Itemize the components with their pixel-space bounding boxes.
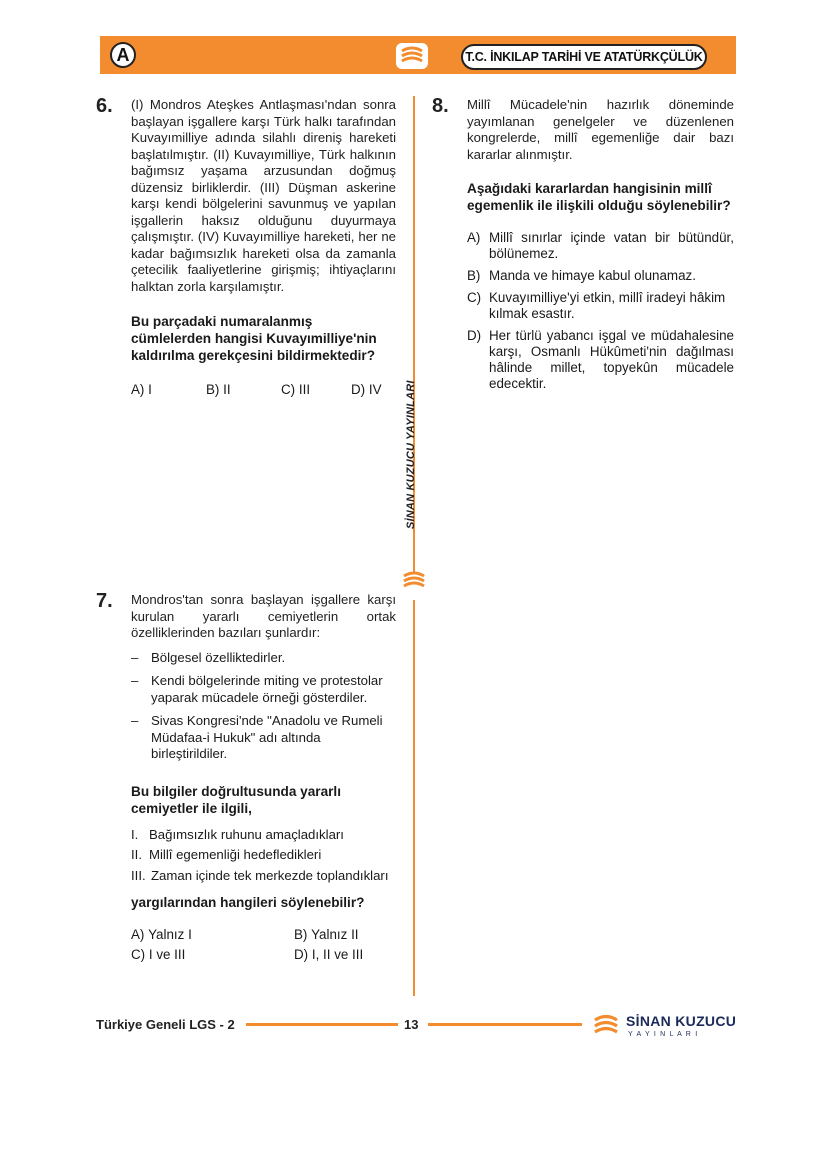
question-8 <box>467 97 734 392</box>
list-item: – Bölgesel özelliktedirler. <box>131 649 286 665</box>
vertical-brand-text: SİNAN KUZUCU YAYINLARI <box>405 380 417 529</box>
question-6 <box>131 97 396 398</box>
option-b[interactable]: B) Yalnız II <box>294 927 359 942</box>
question-8-stem: Aşağıdaki kararlardan hangisinin millî egemenlik ile ilişkili olduğu söylenebilir? <box>467 181 731 213</box>
option-c[interactable]: C) I ve III <box>131 947 186 962</box>
question-6-passage: (I) Mondros Ateşkes Antlaşması'ndan sonra başlayan işgallere karşı Türk halkı tarafından Kuvayımilliye adında silahlı direniş hareketi başlatılmıştır. (II) Kuvayımilliye, Türk halkının bağımsız yaşama arzusundan doğmuş düzensiz birliklerdir. (III) Düşman askerine karşı kendi bölgelerini savunmuş ve yapılan işgallerin haksız olduğunu duyurmaya çalışmıştır. (IV) Kuvayımilliye hareketi, her ne kadar bağımsızlık hareketi olsa da zamanla çetecilik faaliyetlerine girişmiş; ihtiyaçlarını halktan zorla karşılamıştır. <box>131 97 396 294</box>
question-6-stem: Bu parçadaki numaralanmış cümlelerden hangisi Kuvayımilliye'nin kaldırılma gerekçesini bildirmektedir? <box>131 314 377 363</box>
option-d[interactable]: D) Her türlü yabancı işgal ve müdahalesine karşı, Osmanlı Hükûmeti'nin dağılması hâlinde millet, topyekûn mücadele edecektir. <box>467 328 734 391</box>
question-7-number: 7. <box>96 590 113 612</box>
question-7-bullets <box>131 650 396 763</box>
option-a[interactable]: A) Millî sınırlar içinde vatan bir bütündür, bölünemez. <box>467 230 734 261</box>
page-number: 13 <box>404 1017 419 1032</box>
list-item: – Sivas Kongresi'nde "Anadolu ve Rumeli Müdafaa-i Hukuk" adı altında birleştirildiler. <box>131 713 383 761</box>
booklet-badge: A <box>110 42 136 68</box>
statement-item: I. Bağımsızlık ruhunu amaçladıkları <box>131 826 344 842</box>
publisher-mark-icon <box>398 568 430 594</box>
question-8-options <box>467 230 734 392</box>
column-divider-lower <box>413 600 415 996</box>
option-d[interactable]: D) IV <box>351 382 382 397</box>
option-d[interactable]: D) I, II ve III <box>294 947 364 962</box>
question-7-intro: Mondros'tan sonra başlayan işgallere karşı kurulan yararlı cemiyetlerin ortak özelliklerinden bazıları şunlardır: <box>131 592 396 640</box>
footer-brand: SİNAN KUZUCU <box>626 1013 737 1029</box>
question-7-statements <box>131 827 396 885</box>
question-8-number: 8. <box>432 95 449 117</box>
footer-brand-sub: Y A Y I N L A R I <box>628 1031 699 1038</box>
option-a[interactable]: A) Yalnız I <box>131 927 192 942</box>
question-7-stem: Bu bilgiler doğrultusunda yararlı cemiyetler ile ilgili, <box>131 783 341 816</box>
question-8-intro: Millî Mücadele'nin hazırlık döneminde yayımlanan genelgeler ve düzenlenen kongrelerde, millî egemenliğe dair bazı kararlar alınmıştır. <box>467 97 734 162</box>
option-b[interactable]: B) II <box>206 382 231 397</box>
question-6-options <box>131 382 396 398</box>
list-item: – Kendi bölgelerinde miting ve protestolar yaparak mücadele örneği gösterdiler. <box>131 673 383 705</box>
question-7-prompt: yargılarından hangileri söylenebilir? <box>131 895 365 910</box>
option-c[interactable]: C) III <box>281 382 311 397</box>
option-a[interactable]: A) I <box>131 382 152 397</box>
subject-title: T.C. İNKILAP TARİHİ VE ATATÜRKÇÜLÜK <box>461 44 707 70</box>
exam-name: Türkiye Geneli LGS - 2 <box>96 1017 235 1032</box>
question-7 <box>131 592 396 963</box>
footer-logo-icon <box>592 1012 620 1038</box>
question-6-number: 6. <box>96 95 113 117</box>
footer-line-right <box>428 1023 582 1026</box>
statement-item: II. Millî egemenliği hedefledikleri <box>131 847 322 862</box>
question-7-options <box>131 927 396 963</box>
footer-line-left <box>246 1023 398 1026</box>
option-b[interactable]: B) Manda ve himaye kabul olunamaz. <box>467 268 696 283</box>
publisher-logo-icon <box>396 43 428 69</box>
statement-item: III. Zaman içinde tek merkezde toplandıkları <box>131 867 389 883</box>
option-c[interactable]: C) Kuvayımilliye'yi etkin, millî iradeyi hâkim kılmak esastır. <box>467 290 726 321</box>
